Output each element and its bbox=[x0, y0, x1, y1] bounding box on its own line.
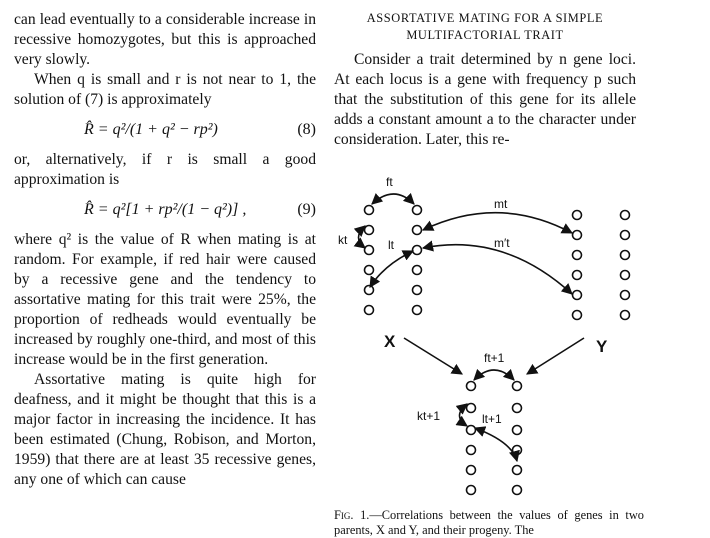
equation-9-number: (9) bbox=[297, 201, 316, 218]
equation-8-number: (8) bbox=[297, 121, 316, 138]
label-l-t: lt bbox=[388, 238, 394, 252]
label-k-t1: kt+1 bbox=[417, 409, 441, 423]
figure-caption-text: —Correlations between the values of genes in two parents, X and Y, and their progeny. The bbox=[334, 508, 644, 537]
correlation-arrows bbox=[359, 194, 585, 461]
arrow-y-to-progeny bbox=[527, 338, 584, 374]
arrow-f-t1 bbox=[474, 370, 514, 380]
label-f-t1: ft+1 bbox=[484, 351, 505, 365]
label-x-parent: X bbox=[384, 332, 396, 351]
arrow-m-t-prime bbox=[423, 245, 572, 294]
section-heading-line-2: MULTIFACTORIAL TRAIT bbox=[406, 28, 564, 42]
figure-labels bbox=[338, 175, 608, 426]
label-y-parent: Y bbox=[596, 337, 608, 356]
figure-caption-label: Fig. 1. bbox=[334, 508, 370, 522]
equation-8 bbox=[14, 110, 316, 150]
left-paragraph-1: can lead eventually to a considerable increase in recessive homozygotes, but this is approached very slowly. bbox=[14, 11, 316, 68]
label-m-t-prime: m′t bbox=[494, 236, 510, 250]
arrow-l-t bbox=[370, 251, 413, 287]
figure-1-diagram bbox=[334, 160, 710, 500]
equation-9 bbox=[14, 190, 316, 230]
arrow-m-t bbox=[423, 213, 572, 233]
label-f-t: ft bbox=[386, 175, 393, 189]
figure-caption bbox=[334, 508, 644, 538]
equation-9-expression: R̂ = q²[1 + rp²/(1 − q²)] , bbox=[84, 201, 247, 218]
arrow-l-t1 bbox=[475, 428, 517, 461]
left-paragraph-2: When q is small and r is not near to 1, the solution of (7) is approximately bbox=[14, 71, 316, 108]
left-paragraph-3: or, alternatively, if r is small a good approximation is bbox=[14, 151, 316, 188]
label-l-t1: lt+1 bbox=[482, 412, 502, 426]
label-m-t: mt bbox=[494, 197, 508, 211]
right-paragraph-1: Consider a trait determined by n gene loci. At each locus is a gene with frequency p such that the substitution of this gene for its allele adds a constant amount a to the character under consideration. Later, this re- bbox=[334, 51, 636, 148]
label-k-t: kt bbox=[338, 233, 348, 247]
equation-8-expression: R̂ = q²/(1 + q² − rp²) bbox=[84, 121, 218, 138]
arrow-f-t bbox=[372, 194, 414, 204]
right-column bbox=[334, 10, 636, 150]
section-heading-line-1: ASSORTATIVE MATING FOR A SIMPLE bbox=[366, 11, 604, 25]
left-paragraph-4: where q² is the value of R when mating is at random. For example, if red hair were caused by a recessive gene and the tendency to assortative mating for this trait were 25%, the proportion of redheads would eventually be increased by roughly one-third, and most of this increase would be in the first generation. bbox=[14, 231, 316, 368]
left-column bbox=[14, 10, 316, 490]
arrow-x-to-progeny bbox=[404, 338, 462, 374]
left-paragraph-5: Assortative mating is quite high for deafness, and it might be thought that this is a major factor in increasing the incidence. It has been estimated (Chung, Robison, and Morton, 1959) that there are at least 35 recessive genes, any one of which can cause bbox=[14, 371, 316, 488]
section-heading bbox=[334, 10, 636, 44]
